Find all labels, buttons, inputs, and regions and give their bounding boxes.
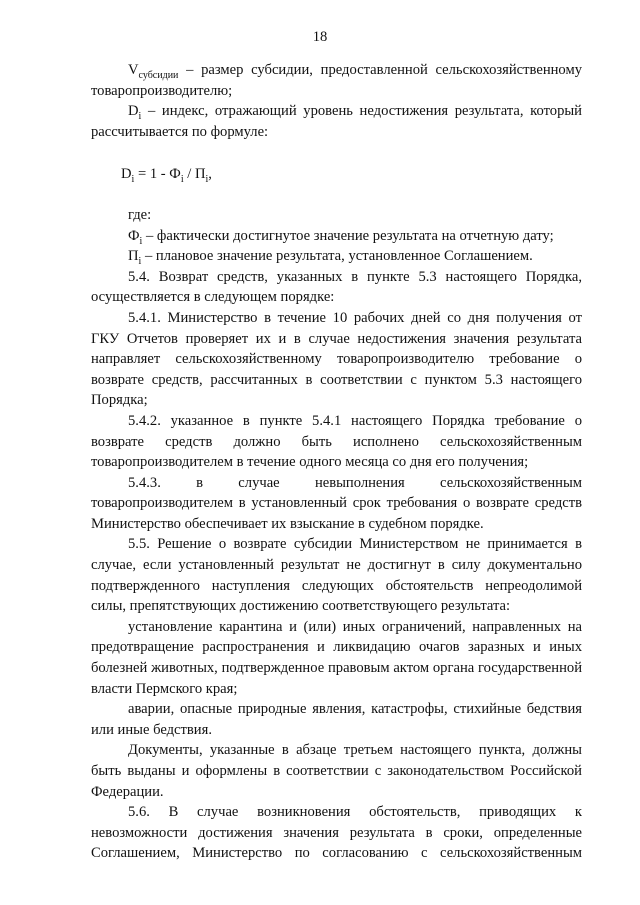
subscript-i: i: [138, 111, 142, 123]
formula-end: ,: [208, 166, 212, 183]
formula-slash: / П: [183, 166, 206, 183]
where-label: где:: [128, 206, 152, 223]
definition-f-text: – фактически достигнутое значение результата на отчетную дату;: [142, 227, 554, 244]
symbol-d: D: [128, 103, 139, 120]
formula-f-sub: i: [180, 174, 184, 186]
formula-d: D: [121, 166, 132, 183]
paragraph-5-4-3: 5.4.3. в случае невыполнения сельскохозяйственным товаропроизводителем в установленный срок требования о возврате средств Министерство обеспечивает их взыскание в судебном порядке.: [91, 474, 582, 532]
paragraph-5-4-2: 5.4.2. указанное в пункте 5.4.1 настоящего Порядка требование о возврате средств должно быть исполнено сельскохозяйственным товаропроизводителем в течение одного месяца со дня его получения;: [91, 412, 582, 471]
formula-p-sub: i: [205, 174, 209, 186]
definition-d-text: – индекс, отражающий уровень недостижения результата, который рассчитывается по формуле:: [91, 103, 582, 140]
definition-p: [91, 246, 582, 267]
paragraph-5-4-1: 5.4.1. Министерство в течение 10 рабочих дней со дня получения от ГКУ Отчетов проверяет их и в случае недостижения значения результата направляет сельскохозяйственному товаропроизводителю требование о возврате средств, рассчитанных в соответствии с пунктом 5.3 настоящего Порядка;: [91, 309, 582, 409]
symbol-v: V: [128, 62, 139, 78]
definition-d: [91, 101, 582, 142]
paragraph-5-6: 5.6. В случае возникновения обстоятельств, приводящих к невозможности достижения значения результата в сроки, определенные Соглашением, Министерство по согласованию с сельскохозяйственным: [91, 804, 582, 862]
formula: [91, 164, 582, 185]
subscript-subsidy: субсидии: [138, 69, 179, 81]
paragraph-accidents: аварии, опасные природные явления, катастрофы, стихийные бедствия или иные бедствия.: [91, 701, 582, 738]
formula-d-sub: i: [131, 174, 135, 186]
definition-p-text: – плановое значение результата, установленное Соглашением.: [141, 248, 533, 265]
symbol-f: Ф: [128, 227, 140, 244]
paragraph-5-4: 5.4. Возврат средств, указанных в пункте 5.3 настоящего Порядка, осуществляется в следующем порядке:: [91, 268, 582, 306]
page-number: 18: [312, 29, 328, 45]
definition-v: [91, 60, 582, 101]
paragraph-5-5: 5.5. Решение о возврате субсидии Министерством не принимается в случае, если установленный результат не достигнут в силу документально подтвержденного наступления следующих обстоятельств непреодолимой силы, препятствующих достижению соответствующего результата:: [91, 536, 582, 615]
paragraph-quarantine: установление карантина и (или) иных ограничений, направленных на предотвращение распространения и ликвидацию очагов заразных и иных болезней животных, подтвержденное правовым актом органа государственной власти Пермского края;: [91, 618, 582, 697]
subscript-p: i: [138, 256, 142, 268]
definition-v-text: – размер субсидии, предоставленной сельскохозяйственному товаропроизводителю;: [91, 62, 582, 99]
subscript-f: i: [139, 235, 143, 247]
formula-eq: = 1 - Ф: [134, 166, 181, 183]
paragraph-documents: Документы, указанные в абзаце третьем настоящего пункта, должны быть выданы и оформлены в соответствии с законодательством Российской Федерации.: [91, 742, 582, 800]
symbol-p: П: [128, 248, 139, 265]
document-body: [91, 60, 582, 864]
definition-f: [91, 226, 582, 247]
